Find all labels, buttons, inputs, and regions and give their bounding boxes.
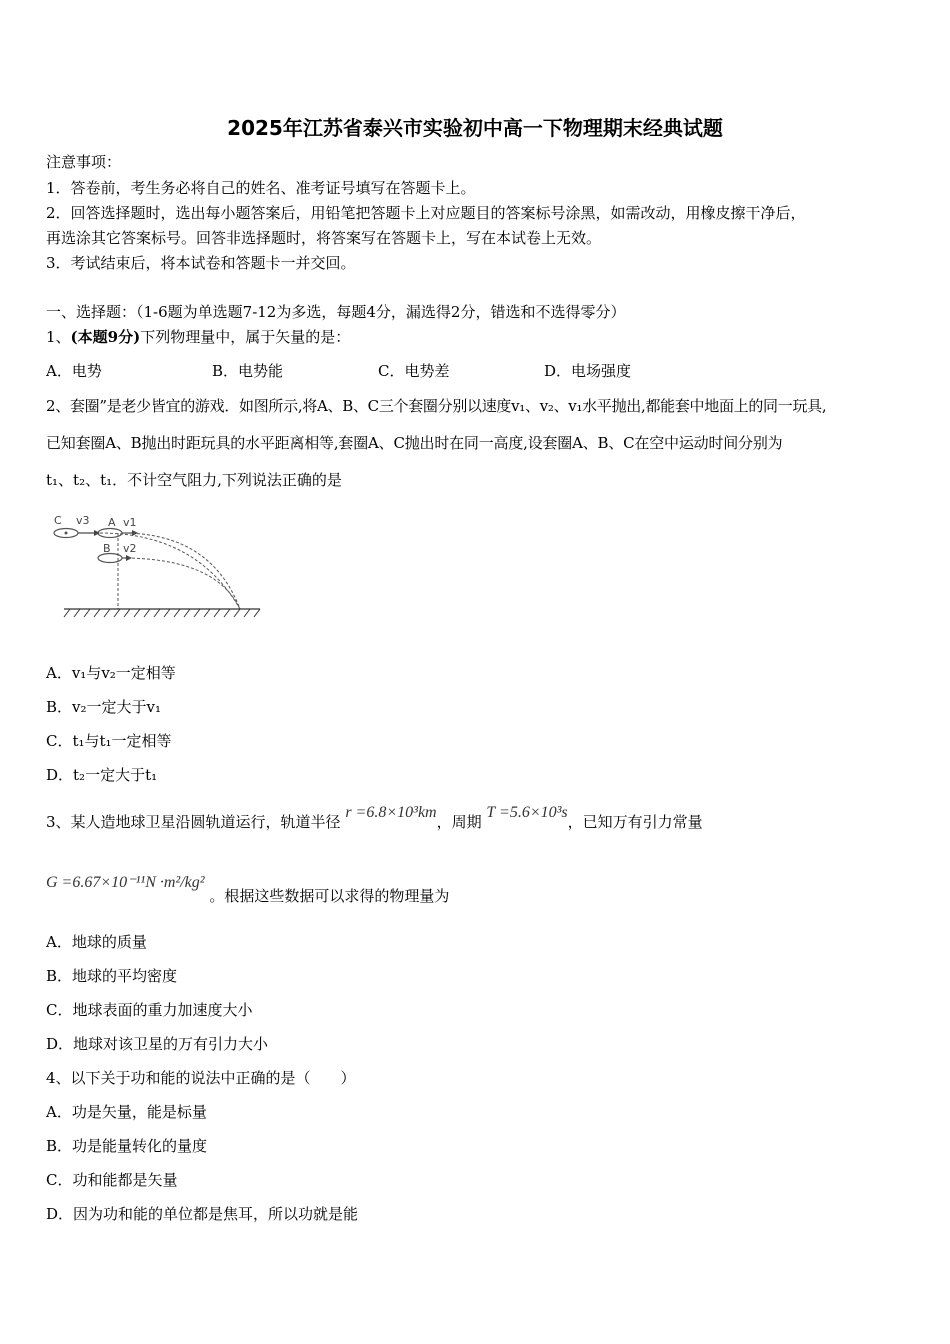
label-v2: v2 [123,542,137,555]
question-1-options [46,361,631,381]
option-c: C．地球表面的重力加速度大小 [46,1001,253,1019]
question-text: 。根据这些数据可以求得的物理量为 [209,887,450,905]
option-d: D．t₂一定大于t₁ [46,766,158,784]
option-b: B．地球的平均密度 [46,967,178,985]
period-expression: T =5.6×10³s [486,804,568,821]
question-3-stem [46,804,703,833]
label-a: A [108,516,116,529]
question-text: 3、某人造地球卫星沿圆轨道运行，轨道半径 [46,813,341,831]
ring-c-center [65,532,68,535]
option-a: A．v₁与v₂一定相等 [46,664,176,682]
radius-expression: r =6.8×10³km [345,804,437,821]
notice-item: 1．答卷前，考生务必将自己的姓名、准考证号填写在答题卡上。 [46,179,476,197]
option-b: B．功是能量转化的量度 [46,1137,208,1155]
question-text: ，已知万有引力常量 [567,813,703,831]
question-3-stem-2 [46,874,450,905]
option-c: C．t₁与t₁一定相等 [46,732,172,750]
label-v1: v1 [123,516,137,529]
question-number: 1、 [46,328,71,346]
option-a: A．功是矢量，能是标量 [46,1103,207,1121]
section-heading: 一、选择题：（1-6题为单选题7-12为多选，每题4分，漏选得2分，错选和不选得零分） [46,303,626,321]
option-a: A．地球的质量 [46,933,147,951]
trajectory-a [122,533,240,609]
option-c: C．功和能都是矢量 [46,1171,178,1189]
question-text: ，周期 [436,813,482,831]
question-text: 下列物理量中，属于矢量的是： [140,328,351,346]
option-c: C．电势差 [378,362,450,380]
notice-item: 再选涂其它答案标号。回答非选择题时，将答案写在答题卡上，写在本试卷上无效。 [46,229,602,247]
option-a: A．电势 [46,362,102,380]
question-1-stem [46,327,350,347]
question-points: (本题9分) [70,328,141,346]
notice-item: 2．回答选择题时，选出每小题答案后，用铅笔把答题卡上对应题目的答案标号涂黑，如需改动，用橡皮擦干净后， [46,204,806,222]
option-d: D．因为功和能的单位都是焦耳，所以功就是能 [46,1205,359,1223]
notice-item: 3．考试结束后，将本试卷和答题卡一并交回。 [46,254,356,272]
option-b: B．电势能 [212,362,284,380]
label-c: C [54,514,62,527]
question-2-line: 已知套圈A、B抛出时距玩具的水平距离相等,套圈A、C抛出时在同一高度,设套圈A、B、C在空中运动时间分别为 [46,434,783,452]
projectile-diagram [46,505,266,623]
page-title: 2025年江苏省泰兴市实验初中高一下物理期末经典试题 [227,116,723,140]
option-d: D．地球对该卫星的万有引力大小 [46,1035,269,1053]
ground-hatching [64,609,260,617]
option-b: B．v₂一定大于v₁ [46,698,161,716]
notice-heading: 注意事项： [46,153,122,171]
gravity-constant-expression: G =6.67×10⁻¹¹N ·m²/kg² [46,874,205,891]
label-v3: v3 [76,514,90,527]
question-4-stem: 4、以下关于功和能的说法中正确的是（ ） [46,1069,356,1087]
option-d: D．电场强度 [544,362,632,380]
label-b: B [103,542,111,555]
question-2-line: 2、套圈”是老少皆宜的游戏．如图所示,将A、B、C三个套圈分别以速度v₁、v₂、v₁水平抛出,都能套中地面上的同一玩具, [46,397,827,415]
trajectory-c [100,533,240,609]
question-2-line: t₁、t₂、t₁．不计空气阻力,下列说法正确的是 [46,471,342,489]
